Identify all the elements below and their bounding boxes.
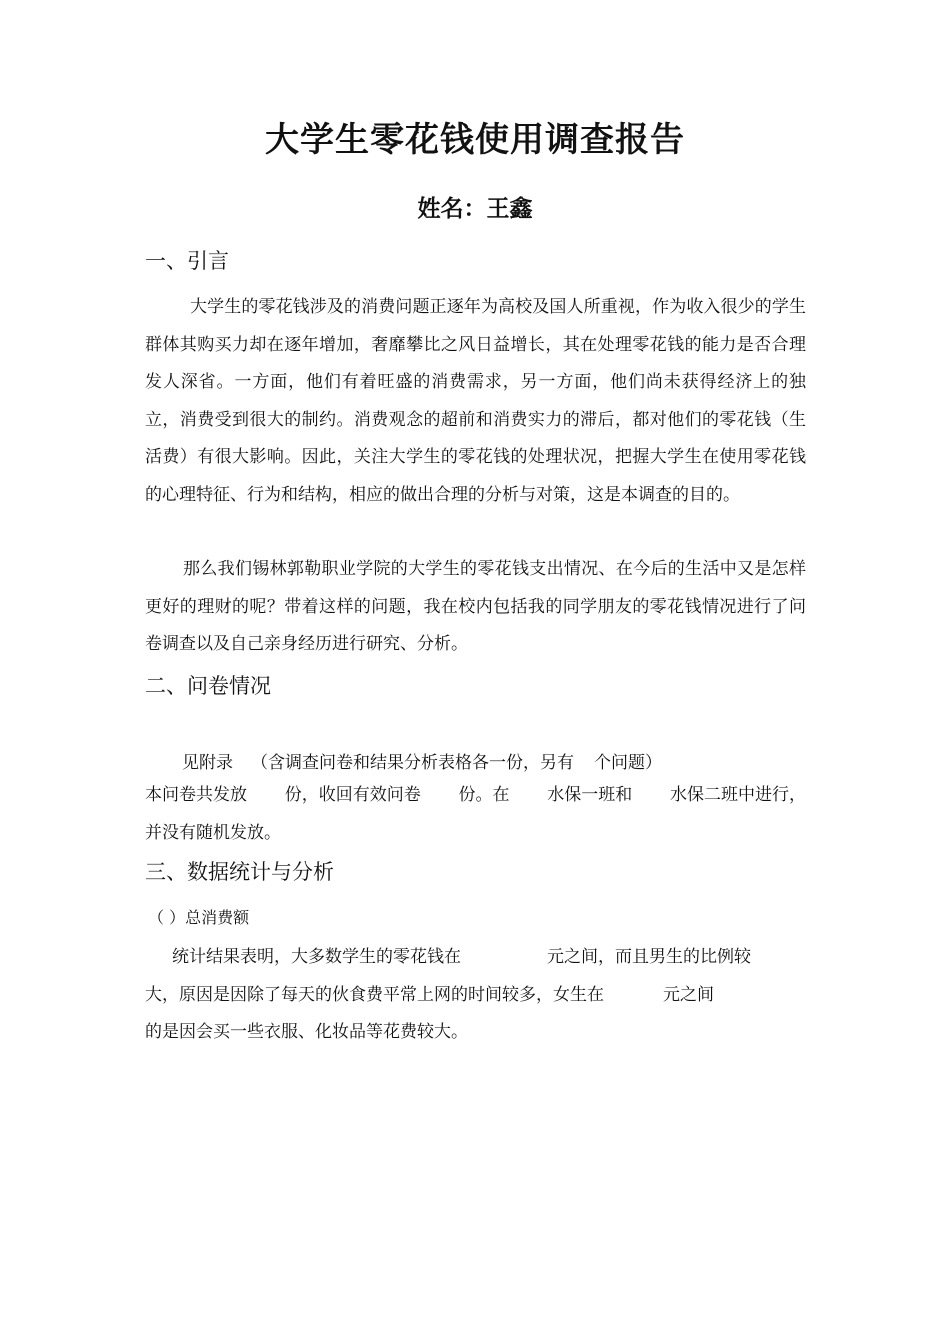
survey-text-a: 本问卷共发放	[145, 785, 247, 805]
survey-text-d: 水保一班和	[547, 785, 633, 805]
analysis-line-3: 的是因会买一些衣服、化妆品等花费较大。	[145, 1022, 468, 1042]
section-heading-introduction: 一、引言	[145, 249, 229, 273]
document-title: 大学生零花钱使用调查报告	[265, 120, 685, 160]
survey-text-c: 份。在	[458, 785, 510, 805]
sub-heading-total-spending: （ ）总消费额	[148, 908, 250, 927]
appendix-line	[182, 748, 662, 773]
appendix-text-b: （含调查问卷和结果分析表格各一份，另有	[251, 753, 574, 773]
analysis-1a: 统计结果表明，大多数学生的零花钱在	[172, 947, 461, 967]
analysis-2b: 元之间	[663, 985, 714, 1005]
appendix-text-a: 见附录	[182, 753, 233, 773]
analysis-line-1	[172, 942, 751, 967]
analysis-2a: 大，原因是因除了每天的伙食费平常上网的时间较多，女生在	[145, 985, 604, 1005]
intro-paragraph-1: 大学生的零花钱涉及的消费问题正逐年为高校及国人所重视，作为收入很少的学生群体其购买力却在逐年增加，奢靡攀比之风日益增长，其在处理零花钱的能力是否合理发人深省。一方面，他们有着旺盛的消费需求，另一方面，他们尚未获得经济上的独立，消费受到很大的制约。消费观念的超前和消费实力的滞后，都对他们的零花钱（生活费）有很大影响。因此，关注大学生的零花钱的处理状况，把握大学生在使用零花钱的心理特征、行为和结构，相应的做出合理的分析与对策，这是本调查的目的。	[145, 297, 806, 505]
survey-text-b: 份，收回有效问卷	[284, 785, 421, 805]
survey-text-e: 水保二班中进行，	[670, 785, 806, 805]
analysis-1b: 元之间，而且男生的比例较	[547, 947, 751, 967]
author-name: 姓名：王鑫	[417, 196, 533, 222]
analysis-line-2	[145, 980, 714, 1005]
section-heading-analysis: 三、数据统计与分析	[145, 860, 334, 884]
appendix-text-c: 个问题）	[594, 753, 662, 773]
survey-line	[145, 780, 806, 805]
survey-line-continued: 并没有随机发放。	[145, 823, 281, 843]
intro-paragraph-2: 那么我们锡林郭勒职业学院的大学生的零花钱支出情况、在今后的生活中又是怎样更好的理财的呢？带着这样的问题，我在校内包括我的同学朋友的零花钱情况进行了问卷调查以及自己亲身经历进行研究、分析。	[145, 559, 806, 654]
section-heading-questionnaire: 二、问卷情况	[145, 674, 271, 698]
